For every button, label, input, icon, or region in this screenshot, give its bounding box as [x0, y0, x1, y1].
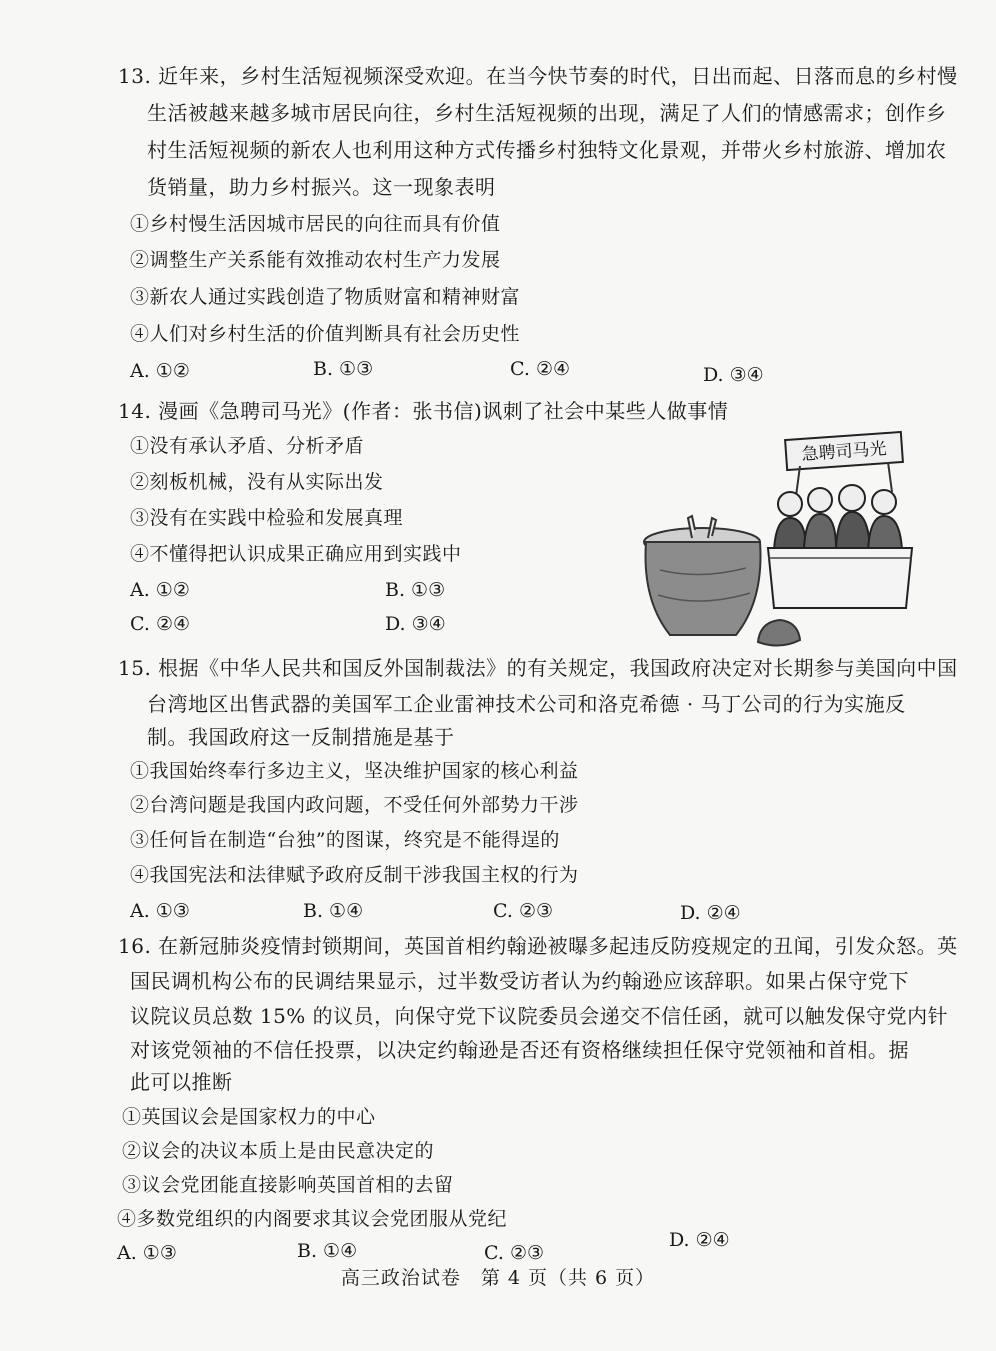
q15-stem-line-2: 台湾地区出售武器的美国军工企业雷神技术公司和洛克希德 · 马丁公司的行为实施反 [147, 692, 906, 716]
q16-stem-line-1: 16. 在新冠肺炎疫情封锁期间，英国首相约翰逊被曝多起违反防疫规定的丑闻，引发众怒。英 [118, 934, 958, 958]
cartoon-sign-text: 急聘司马光 [800, 439, 888, 465]
q15-choice-a[interactable]: A. ①③ [130, 900, 190, 922]
q13-choice-c[interactable]: C. ②④ [510, 358, 571, 380]
vat-body [646, 542, 761, 635]
q15-option-2: ②台湾问题是我国内政问题，不受任何外部势力干涉 [130, 794, 579, 816]
recruitment-table [768, 548, 912, 608]
q14-choice-b[interactable]: B. ①③ [385, 579, 446, 601]
q14-stem-line-1: 14. 漫画《急聘司马光》(作者：张书信)讽刺了社会中某些人做事情 [118, 399, 729, 423]
q16-option-2: ②议会的决议本质上是由民意决定的 [122, 1140, 435, 1162]
q13-stem-line-3: 村生活短视频的新农人也利用这种方式传播乡村独特文化景观，并带火乡村旅游、增加农 [147, 138, 947, 162]
cartoon-illustration [640, 430, 920, 655]
q16-stem-line-2: 国民调机构公布的民调结果显示，过半数受访者认为约翰逊应该辞职。如果占保守党下 [130, 969, 909, 993]
q14-choice-a[interactable]: A. ①② [130, 579, 190, 601]
q13-option-2: ②调整生产关系能有效推动农村生产力发展 [130, 249, 501, 271]
q15-choice-d[interactable]: D. ②④ [680, 902, 741, 924]
q16-option-4: ④多数党组织的内阁要求其议会党团服从党纪 [117, 1208, 508, 1230]
q15-choice-b[interactable]: B. ①④ [303, 900, 364, 922]
q15-choice-c[interactable]: C. ②③ [493, 900, 554, 922]
q16-option-3: ③议会党团能直接影响英国首相的去留 [122, 1174, 454, 1196]
q14-option-2: ②刻板机械，没有从实际出发 [130, 471, 384, 493]
q14-choice-c[interactable]: C. ②④ [130, 613, 191, 635]
q13-option-4: ④人们对乡村生活的价值判断具有社会历史性 [130, 323, 521, 345]
q16-choice-c[interactable]: C. ②③ [484, 1242, 545, 1264]
q16-choice-b[interactable]: B. ①④ [297, 1240, 358, 1262]
rock [758, 620, 800, 646]
q13-choice-d[interactable]: D. ③④ [703, 364, 764, 386]
q15-option-1: ①我国始终奉行多边主义，坚决维护国家的核心利益 [130, 760, 579, 782]
q15-stem-line-1: 15. 根据《中华人民共和国反外国制裁法》的有关规定，我国政府决定对长期参与美国向中国 [118, 656, 958, 680]
q13-stem-line-1: 13. 近年来，乡村生活短视频深受欢迎。在当今快节奏的时代，日出而起、日落而息的乡村慢 [118, 64, 958, 88]
q13-stem-line-2: 生活被越来越多城市居民向往，乡村生活短视频的出现，满足了人们的情感需求；创作乡 [147, 101, 947, 125]
q14-option-4: ④不懂得把认识成果正确应用到实践中 [130, 543, 462, 565]
q13-choice-a[interactable]: A. ①② [130, 360, 190, 382]
q14-option-3: ③没有在实践中检验和发展真理 [130, 507, 404, 529]
q15-option-3: ③任何旨在制造“台独”的图谋，终究是不能得逞的 [130, 829, 560, 851]
q13-choice-b[interactable]: B. ①③ [313, 358, 374, 380]
q16-choice-d[interactable]: D. ②④ [669, 1229, 730, 1251]
page-footer: 高三政治试卷 第 4 页（共 6 页） [340, 1267, 656, 1289]
q16-stem-line-3: 议院议员总数 15% 的议员，向保守党下议院委员会递交不信任函，就可以触发保守党内针 [130, 1004, 949, 1028]
q16-stem-line-4: 对该党领袖的不信任投票，以决定约翰逊是否还有资格继续担任保守党领袖和首相。据 [130, 1038, 909, 1062]
q14-choice-d[interactable]: D. ③④ [385, 613, 446, 635]
q13-option-3: ③新农人通过实践创造了物质财富和精神财富 [130, 286, 521, 308]
q16-stem-line-5: 此可以推断 [130, 1070, 233, 1094]
q16-option-1: ①英国议会是国家权力的中心 [122, 1106, 376, 1128]
q13-option-1: ①乡村慢生活因城市居民的向往而具有价值 [130, 213, 501, 235]
recruiters [774, 485, 902, 550]
q13-stem-line-4: 货销量，助力乡村振兴。这一现象表明 [147, 175, 496, 199]
q14-option-1: ①没有承认矛盾、分析矛盾 [130, 435, 365, 457]
q16-choice-a[interactable]: A. ①③ [117, 1242, 177, 1264]
q15-stem-line-3: 制。我国政府这一反制措施是基于 [147, 725, 455, 749]
q15-option-4: ④我国宪法和法律赋予政府反制干涉我国主权的行为 [130, 864, 579, 886]
